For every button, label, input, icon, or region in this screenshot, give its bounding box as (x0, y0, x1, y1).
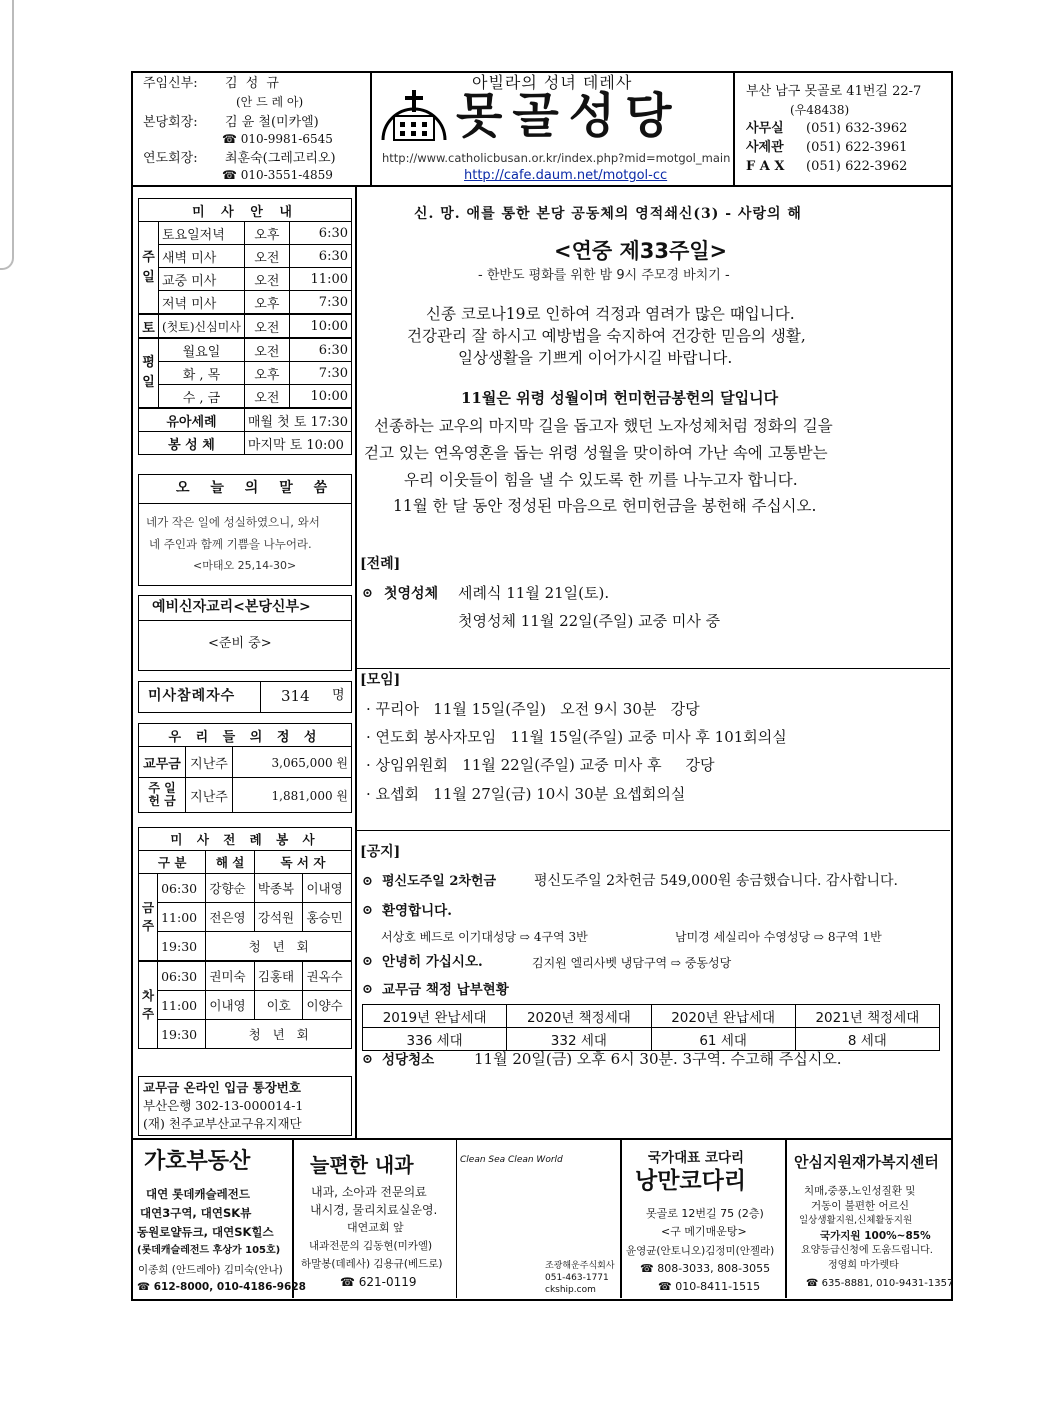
offering-row2-amount: 1,881,000 원 (233, 778, 352, 813)
ad-care-name: 안심지원재가복지센터 (794, 1153, 939, 1171)
dues-value: 336 세대 (363, 1028, 507, 1051)
postcode: (우48438) (790, 103, 850, 117)
bullet-icon: ⊙ (362, 903, 373, 918)
office-label: 사무실 (746, 121, 784, 136)
ministry-header: 해 설 (206, 851, 255, 874)
communion-value: 마지막 토 10:00 (244, 432, 351, 455)
catechism-divider (138, 620, 352, 621)
ad-realestate-line: (롯데캐슬레전드 후상가 105호) (137, 1245, 281, 1256)
mass-ampm: 오후 (244, 222, 289, 245)
ad-clinic-line: 내시경, 물리치료실운영. (310, 1203, 438, 1217)
youth-name: 최훈숙(그레고리오) (225, 151, 336, 166)
catechism-status: <준비 중> (208, 636, 272, 651)
dues-value: 61 세대 (651, 1028, 795, 1051)
offering-row1-period: 지난주 (186, 747, 233, 778)
laity-offering-text: 평신도주일 2차헌금 549,000원 송금했습니다. 감사합니다. (534, 873, 898, 889)
ministry-reader: 김홍태 (254, 961, 303, 991)
ad-restaurant-line: 못골로 12번길 75 (2층) (646, 1207, 764, 1220)
ministry-reader: 이양수 (303, 991, 352, 1020)
dues-header: 2020년 완납세대 (651, 1005, 795, 1028)
catechism-title: 예비신자교리<본당신부> (152, 599, 311, 615)
offering-row1-amount: 3,065,000 원 (233, 747, 352, 778)
ads-divider (131, 1138, 951, 1140)
ad-care-line: 정영희 마가렛타 (828, 1260, 899, 1271)
dues-value: 8 세대 (795, 1028, 939, 1051)
infant-baptism-value: 매월 첫 토 17:30 (244, 408, 351, 432)
ad-restaurant-line: <구 메기매운탕> (661, 1225, 747, 1238)
ad-restaurant-name: 낭만코다리 (635, 1168, 747, 1194)
church-address: 부산 남구 못골로 41번길 22-7 (746, 84, 922, 99)
mass-ampm: 오전 (244, 268, 289, 291)
communion-label: 봉 성 체 (139, 432, 245, 455)
meeting-item: · 요셉회 11월 27일(금) 10시 30분 요셉회의실 (366, 785, 686, 803)
november-title: 11월은 위령 성월이며 헌미헌금봉헌의 달입니다 (461, 389, 779, 407)
ad-divider (785, 1138, 787, 1298)
section-divider (356, 668, 950, 669)
ministry-header: 구 분 (139, 851, 206, 874)
ad-care-line: 치매,중풍,노인성질환 및 (804, 1185, 916, 1197)
weekday-label: 평일 (139, 338, 159, 408)
attendance-divider (260, 681, 261, 713)
header-col-divider-1 (370, 71, 372, 187)
notices-title: [공지] (360, 844, 401, 860)
bank-holder: (재) 천주교부산교구유지재단 (143, 1116, 302, 1131)
sidebar-divider (355, 185, 357, 1138)
mass-ampm: 오전 (244, 338, 289, 362)
welcome-member-2: 남미경 세실리아 수영성당 ⇨ 8구역 1반 (675, 930, 882, 944)
mass-name: 교중 미사 (158, 268, 244, 291)
covid-notice-3: 일상생활을 기쁘게 이어가시길 바랍니다. (458, 349, 733, 367)
ad-care-line: 일상생활지원,신체활동지원 (799, 1215, 913, 1226)
meetings-title: [모임] (360, 672, 401, 688)
offering-row2-period: 지난주 (186, 778, 233, 813)
dues-header: 2020년 책정세대 (507, 1005, 651, 1028)
this-week-label: 금주 (139, 874, 158, 962)
dues-value: 332 세대 (507, 1028, 651, 1051)
header-col-divider-2 (733, 71, 735, 187)
meeting-item: · 연도회 봉사자모임 11월 15일(주일) 교중 미사 후 101회의실 (366, 728, 787, 746)
ad-realestate-line: 동원로얄듀크, 대연SK힐스 (137, 1225, 274, 1239)
ministry-commentator: 권미숙 (206, 961, 255, 991)
first-communion-date: 첫영성체 11월 22일(주일) 교중 미사 중 (458, 612, 721, 630)
first-communion-label: 첫영성체 (384, 586, 439, 602)
ad-realestate-line: 이종희 (안드레아) 김미숙(안나) (138, 1264, 283, 1276)
meeting-item: · 꾸리아 11월 15일(주일) 오전 9시 30분 강당 (366, 700, 700, 718)
offering-row2-label: 주 일 헌 금 (139, 778, 186, 813)
bullet-icon: ⊙ (362, 982, 373, 997)
word-line-2: 네 주인과 함께 기쁨을 나누어라. (149, 537, 312, 551)
ministry-group: 청 년 회 (206, 1020, 352, 1049)
theme-line: 신. 망. 애를 통한 본당 공동체의 영적쇄신(3) - 사랑의 해 (414, 206, 802, 222)
mass-name: 수 , 금 (158, 385, 244, 409)
page-curl-edge (0, 0, 14, 270)
ad-restaurant-line: 윤영균(안토니오)김정미(안젤라) (626, 1245, 775, 1257)
ad-restaurant-phone: ☎ 808-3033, 808-3055 (640, 1262, 771, 1275)
church-name: 못골성당 (456, 88, 682, 144)
ad-clinic-phone: ☎ 621-0119 (340, 1275, 417, 1289)
bank-title: 교무금 온라인 입금 통장번호 (143, 1080, 301, 1095)
church-logo-icon (380, 88, 448, 144)
november-line-3: 우리 이웃들이 힘을 낼 수 있도록 한 끼를 나누고자 합니다. (404, 471, 798, 489)
office-phone: (051) 632-3962 (806, 121, 908, 136)
ministry-reader: 이호 (254, 991, 303, 1020)
covid-notice-2: 건강관리 잘 하시고 예방법을 숙지하여 건강한 믿음의 생활, (407, 327, 806, 345)
offering-row1-label: 교무금 (139, 747, 186, 778)
cleaning-label: 성당청소 (382, 1052, 435, 1068)
website-url[interactable]: http://www.catholicbusan.or.kr/index.php?mid=motgol_main (382, 151, 731, 165)
cleaning-text: 11월 20일(금) 오후 6시 30분. 3구역. 수고해 주십시오. (474, 1050, 842, 1068)
patron-saint: 아빌라의 성녀 데레사 (472, 73, 633, 92)
ministry-time: 06:30 (158, 874, 206, 903)
ad-care-line: 거동이 불편한 어르신 (811, 1200, 909, 1212)
mass-ampm: 오후 (244, 362, 289, 385)
mass-name: 월요일 (158, 338, 244, 362)
ad-restaurant-tagline: 국가대표 코다리 (648, 1150, 744, 1166)
ministry-time: 11:00 (158, 903, 206, 932)
next-week-label: 차주 (139, 961, 158, 1049)
mass-name: 새벽 미사 (158, 245, 244, 268)
laity-offering-label: 평신도주일 2차헌금 (382, 874, 497, 889)
dues-header: 2019년 완납세대 (363, 1005, 507, 1028)
ad-clinic-line: 내과, 소아과 전문의료 (311, 1185, 427, 1199)
ministry-time: 06:30 (158, 961, 206, 991)
sunday-label: 주일 (139, 222, 159, 315)
ministry-reader: 이내영 (303, 874, 352, 903)
bullet-icon: ⊙ (362, 954, 373, 969)
ad-clinic-line: 대연교회 앞 (347, 1221, 404, 1234)
bullet-icon: ⊙ (362, 586, 373, 601)
infant-baptism-label: 유아세례 (139, 408, 245, 432)
ad-realestate-name: 가호부동산 (144, 1149, 251, 1174)
rectory-label: 사제관 (746, 140, 784, 155)
president-phone: ☎ 010-9981-6545 (222, 132, 333, 146)
ad-realestate-phone: ☎ 612-8000, 010-4186-9628 (137, 1281, 306, 1293)
ad-restaurant-phone: ☎ 010-8411-1515 (658, 1280, 761, 1293)
mass-time: 10:00 (289, 314, 351, 338)
mass-name: (첫토)신심미사 (158, 314, 244, 338)
bank-account: 부산은행 302-13-000014-1 (143, 1098, 304, 1113)
mass-time: 7:30 (289, 291, 351, 315)
ad-shipping-slogan: Clean Sea Clean World (460, 1155, 563, 1165)
bullet-icon: ⊙ (362, 1052, 373, 1067)
priest-label: 주임신부: (143, 76, 198, 91)
mass-name: 저녁 미사 (158, 291, 244, 315)
ad-care-line: 요양등급신청에 도움드립니다. (801, 1245, 933, 1256)
ad-care-line: 국가지원 100%~85% (820, 1230, 931, 1242)
ad-divider (292, 1138, 294, 1298)
section-divider (356, 830, 950, 831)
fax-label: F A X (746, 159, 785, 174)
word-line-1: 네가 작은 일에 성실하였으니, 와서 (146, 515, 320, 529)
mass-ampm: 오전 (244, 314, 289, 338)
offering-title: 우 리 들 의 정 성 (139, 724, 352, 747)
youth-phone: ☎ 010-3551-4859 (222, 168, 333, 182)
ad-care-phone: ☎ 635-8881, 010-9431-1357 (806, 1278, 954, 1289)
welcome-label: 환영합니다. (382, 903, 452, 919)
attendance-unit: 명 (332, 688, 345, 703)
ministry-commentator: 전은영 (206, 903, 255, 932)
ministry-title: 미 사 전 례 봉 사 (139, 828, 352, 851)
welcome-member-1: 서상호 베드로 이기대성당 ⇨ 4구역 3반 (381, 930, 588, 944)
baptism-date: 세례식 11월 21일(토). (458, 584, 610, 602)
november-line-1: 선종하는 교우의 마지막 길을 돕고자 했던 노자성체처럼 정화의 길을 (374, 417, 833, 435)
ad-shipping-phone: 051-463-1771 (545, 1273, 609, 1283)
ministry-reader: 강석원 (254, 903, 303, 932)
sunday-title: <연중 제33주일> (554, 239, 728, 263)
mass-time: 11:00 (289, 268, 351, 291)
bullet-icon: ⊙ (362, 874, 373, 889)
word-title: 오 늘 의 말 씀 (176, 480, 336, 496)
president-name: 김 윤 철(미카엘) (225, 115, 319, 130)
rectory-phone: (051) 622-3961 (806, 140, 908, 155)
offering-table (138, 723, 352, 813)
word-reference: <마태오 25,14-30> (193, 559, 297, 572)
farewell-text: 김지원 엘리사벳 냉담구역 ⇨ 중동성당 (532, 956, 732, 970)
mass-ampm: 오전 (244, 245, 289, 268)
ministry-time: 19:30 (158, 1020, 206, 1049)
ministry-header: 독 서 자 (254, 851, 351, 874)
dues-status-label: 교무금 책정 납부현황 (382, 982, 509, 998)
cafe-url-link[interactable]: http://cafe.daum.net/motgol-cc (464, 168, 668, 183)
priest-name: 김 성 규 (225, 76, 281, 91)
mass-ampm: 오전 (244, 385, 289, 409)
header-divider (131, 185, 951, 187)
ad-clinic-name: 늘편한 내과 (310, 1153, 414, 1177)
mass-time: 6:30 (289, 222, 351, 245)
ministry-reader: 박종복 (254, 874, 303, 903)
ministry-time: 19:30 (158, 932, 206, 962)
saturday-label: 토 (139, 314, 159, 338)
ministry-commentator: 강향순 (206, 874, 255, 903)
mass-time: 6:30 (289, 338, 351, 362)
ministry-time: 11:00 (158, 991, 206, 1020)
covid-notice-1: 신종 코로나19로 인하여 걱정과 염려가 많은 때입니다. (426, 305, 795, 323)
mass-time: 10:00 (289, 385, 351, 409)
mass-name: 화 , 목 (158, 362, 244, 385)
ministry-group: 청 년 회 (206, 932, 352, 962)
mass-ampm: 오후 (244, 291, 289, 315)
ad-shipping-web: ckship.com (545, 1285, 596, 1295)
ad-shipping-name: 조광해운주식회사 (545, 1261, 615, 1271)
priest-baptismal: (안 드 레 아) (236, 95, 304, 109)
ad-divider (620, 1138, 622, 1298)
attendance-label: 미사참례자수 (148, 688, 236, 704)
ad-divider (456, 1138, 457, 1298)
ministry-reader: 홍승민 (303, 903, 352, 932)
president-label: 본당회장: (143, 115, 198, 130)
november-line-2: 걷고 있는 연옥영혼을 돕는 위령 성월을 맞이하여 가난 속에 고통받는 (364, 444, 828, 462)
meeting-item: · 상임위원회 11월 22일(주일) 교중 미사 후 강당 (366, 756, 715, 774)
ministry-commentator: 이내영 (206, 991, 255, 1020)
peace-prayer-line: - 한반도 평화를 위한 밤 9시 주모경 바치기 - (478, 268, 730, 283)
ministry-reader: 권옥수 (303, 961, 352, 991)
november-line-4: 11월 한 달 동안 정성된 마음으로 헌미헌금을 봉헌해 주십시오. (393, 497, 817, 515)
mass-guide-title: 미 사 안 내 (139, 199, 352, 222)
attendance-count: 314 (281, 687, 310, 705)
fax-phone: (051) 622-3962 (806, 159, 908, 174)
dues-table (362, 1004, 940, 1051)
ad-clinic-line: 내과전문의 김동현(미카엘) (309, 1240, 433, 1252)
ministry-table (138, 827, 352, 1049)
dues-header: 2021년 책정세대 (795, 1005, 939, 1028)
mass-name: 토요일저녁 (158, 222, 244, 245)
ad-realestate-line: 대연3구역, 대연SK뷰 (140, 1206, 252, 1220)
farewell-label: 안녕히 가십시오. (382, 954, 483, 970)
mass-time: 6:30 (289, 245, 351, 268)
liturgy-title: [전례] (360, 556, 401, 572)
mass-time: 7:30 (289, 362, 351, 385)
mass-guide-table (138, 198, 352, 455)
ad-clinic-line: 하말봉(데레사) 김용규(베드로) (301, 1258, 443, 1270)
word-divider (138, 503, 352, 504)
youth-label: 연도회장: (143, 151, 198, 166)
ad-realestate-line: 대연 롯데캐슬레전드 (146, 1187, 250, 1201)
